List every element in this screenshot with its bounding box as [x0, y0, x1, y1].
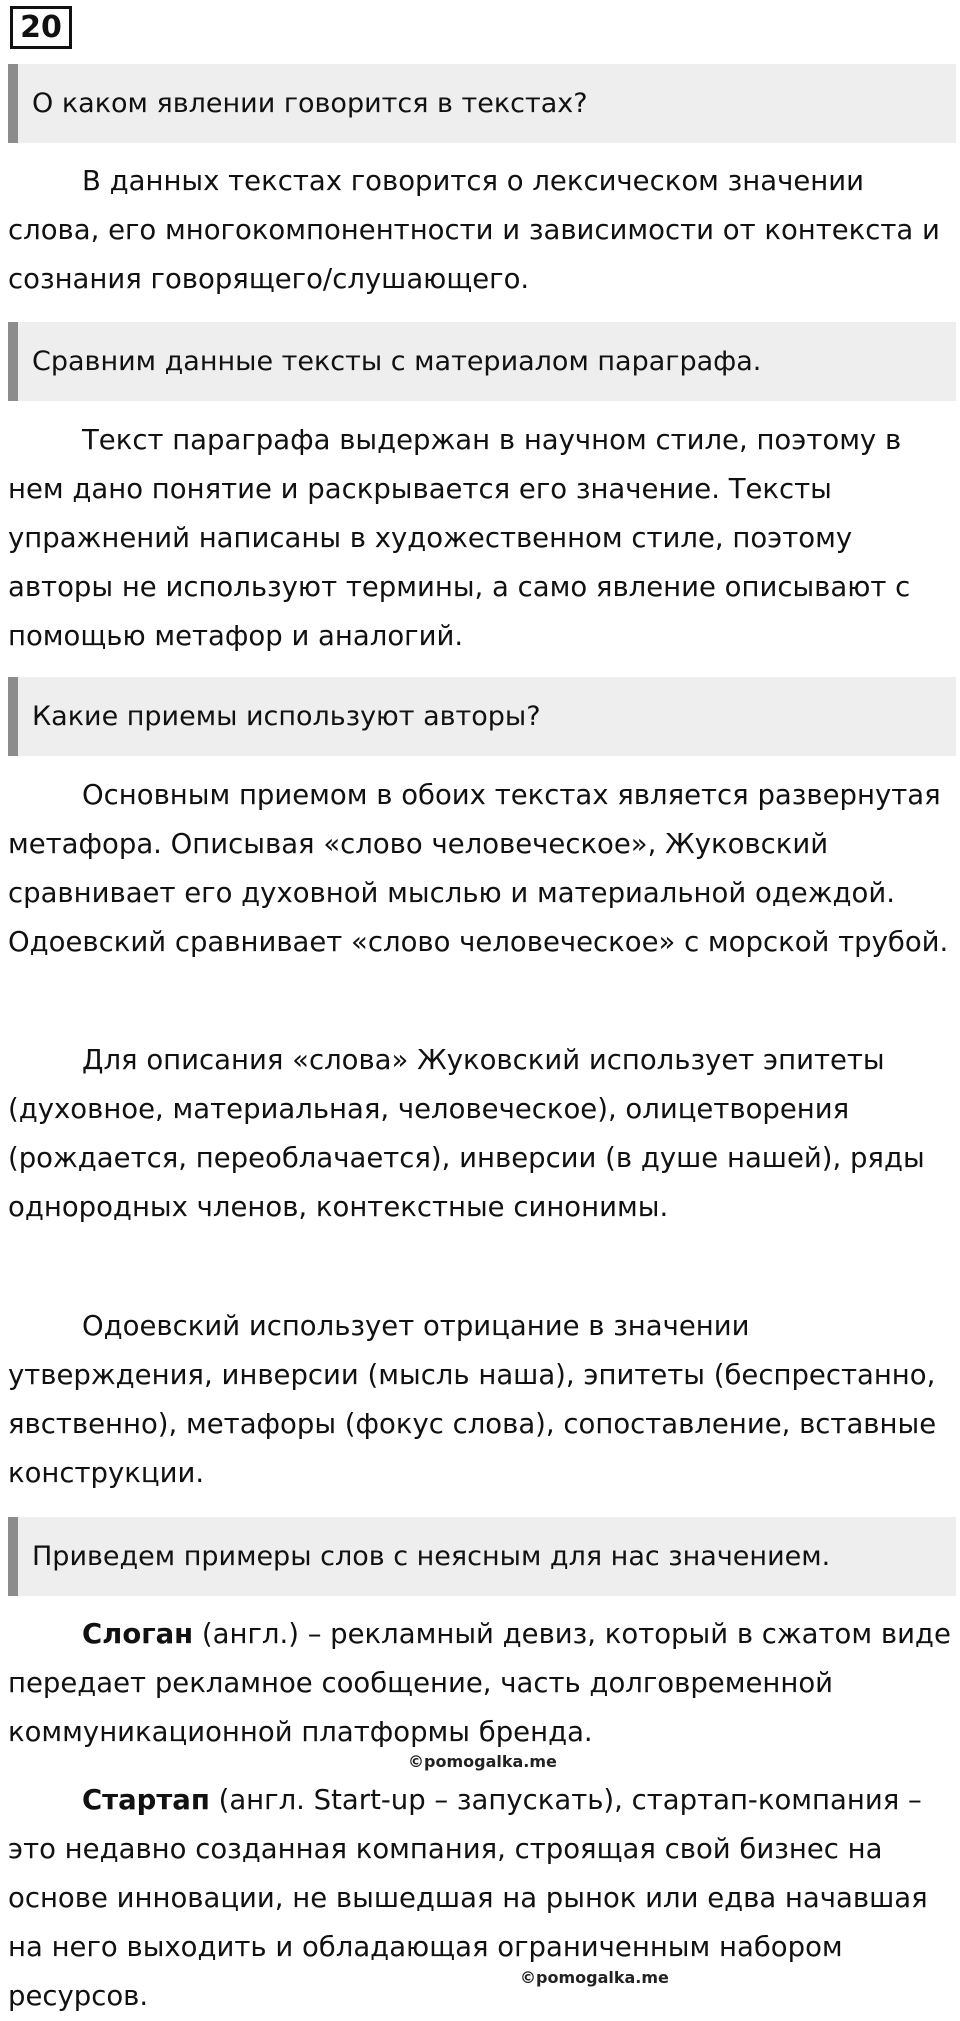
task-number-box: 20 [10, 6, 72, 49]
question-bar-4: Приведем примеры слов с неясным для нас значением. [8, 1517, 956, 1596]
term-slogan: Слоган [82, 1618, 194, 1650]
watermark-text: ©pomogalka.me [408, 1752, 557, 1771]
watermark-text: ©pomogalka.me [520, 1968, 669, 1987]
paragraph-metaphor: Основным приемом в обоих текстах является развернутая метафора. Описывая «слово человеческое», Жуковский сравнивает его духовной мыслью и материальной одеждой. Одоевский сравнивает «слово человеческое» с морской трубой. [8, 779, 949, 958]
paragraph-lexical-meaning: В данных текстах говорится о лексическом значении слова, его многокомпонентности и зависимости от контекста и сознания говорящего/слушающего. [8, 165, 940, 295]
paragraph-odoevsky-devices: Одоевский использует отрицание в значении утверждения, инверсии (мысль наша), эпитеты (беспрестанно, явственно), метафоры (фокус слова), сопоставление, вставные конструкции. [8, 1310, 937, 1489]
definition-slogan-text: (англ.) – рекламный девиз, который в сжатом виде передает рекламное сообщение, часть долговременной коммуникационной платформы бренда. [8, 1618, 951, 1748]
definition-startup [8, 1776, 952, 2021]
term-startup: Стартап [82, 1784, 210, 1816]
definition-slogan [8, 1610, 952, 1757]
question-bar-3: Какие приемы используют авторы? [8, 677, 956, 756]
question-bar-1: О каком явлении говорится в текстах? [8, 64, 956, 143]
definition-startup-text: (англ. Start-up – запускать), стартап-компания – это недавно созданная компания, строящая свой бизнес на основе инновации, не вышедшая на рынок или едва начавшая на него выходить и обладающая ограниченным набором ресурсов. [8, 1784, 928, 2012]
paragraph-zhukovsky-devices: Для описания «слова» Жуковский использует эпитеты (духовное, материальная, человеческое), олицетворения (рождается, переоблачается), инверсии (в душе нашей), ряды однородных членов, контекстные синонимы. [8, 1044, 925, 1223]
question-bar-2: Сравним данные тексты с материалом параграфа. [8, 322, 956, 401]
paragraph-style-comparison: Текст параграфа выдержан в научном стиле, поэтому в нем дано понятие и раскрывается его значение. Тексты упражнений написаны в художественном стиле, поэтому авторы не используют термины, а само явление описывают с помощью метафор и аналогий. [8, 424, 911, 652]
